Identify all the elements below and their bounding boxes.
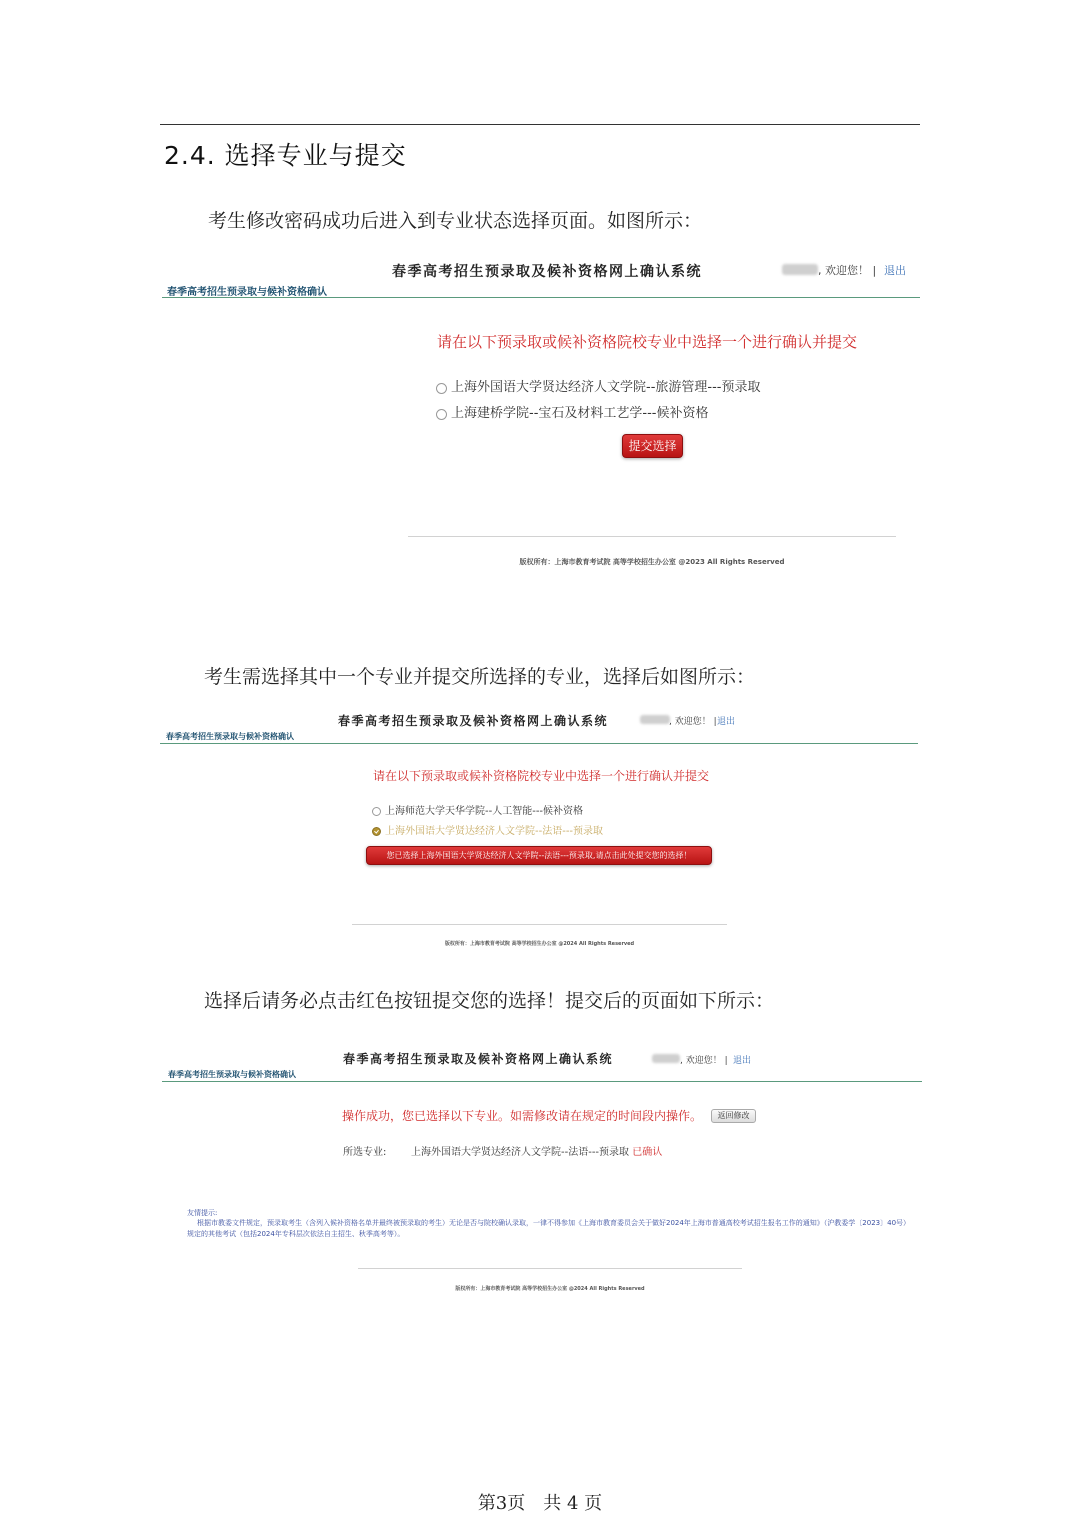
welcome-text: , 欢迎您！ |	[818, 264, 877, 277]
logout-link[interactable]: 退出	[884, 264, 906, 277]
header-rule	[160, 743, 918, 744]
option-label: 上海外国语大学贤达经济人文学院--旅游管理---预录取	[451, 380, 761, 395]
footer-rule	[358, 1268, 742, 1269]
major-option[interactable]	[372, 802, 583, 817]
blurred-username	[652, 1054, 680, 1063]
header-rule	[162, 297, 920, 298]
checked-radio-icon[interactable]	[372, 827, 381, 836]
selected-major-name: 上海外国语大学贤达经济人文学院--法语---预录取	[411, 1147, 630, 1158]
tips-title: 友情提示:	[187, 1209, 218, 1217]
paragraph-2: 考生需选择其中一个专业并提交所选择的专业，选择后如图所示：	[204, 666, 756, 688]
confirm-submit-button[interactable]: 您已选择上海外国语大学贤达经济人文学院--法语---预录取,请点击此处提交您的选择！	[366, 846, 712, 865]
instruction-text: 请在以下预录取或候补资格院校专业中选择一个进行确认并提交	[373, 769, 710, 783]
section-title: 2.4. 选择专业与提交	[164, 141, 407, 170]
major-option-selected[interactable]	[372, 822, 603, 837]
confirmed-status: 已确认	[632, 1147, 663, 1158]
system-subtitle: 春季高考招生预录取与候补资格确认	[167, 287, 327, 298]
radio-button[interactable]	[372, 807, 381, 816]
option-label: 上海外国语大学贤达经济人文学院--法语---预录取	[385, 826, 604, 837]
paragraph-1: 考生修改密码成功后进入到专业状态选择页面。如图所示：	[208, 210, 703, 232]
paragraph-3: 选择后请务必点击红色按钮提交您的选择！提交后的页面如下所示：	[204, 990, 775, 1012]
success-message: 操作成功，您已选择以下专业。如需修改请在规定的时间段内操作。	[342, 1109, 703, 1123]
logout-link[interactable]: 退出	[717, 717, 736, 727]
back-to-edit-button[interactable]: 返回修改	[711, 1109, 756, 1123]
tips-body: 根据市教委文件规定，预录取考生（含列入候补资格名单并最终被预录取的考生）无论是否与院校确认录取，一律不得参加《上海市教育委员会关于做好2024年上海市普通高校考试招生报名工作的通知》（沪教委学〔2023〕40号）规定的其他考试（包括2024年专科层次依法自主招生、秋季高考等）。	[187, 1219, 907, 1238]
header-rule	[162, 1081, 922, 1082]
major-option[interactable]	[436, 376, 760, 395]
system-title: 春季高考招生预录取及候补资格网上确认系统	[392, 264, 702, 280]
system-title: 春季高考招生预录取及候补资格网上确认系统	[343, 1052, 614, 1066]
major-option[interactable]	[436, 402, 708, 421]
footer-rule	[408, 536, 896, 537]
copyright-footer: 版权所有：上海市教育考试院 高等学校招生办公室 @2024 All Rights Reserved	[455, 1286, 645, 1292]
system-title: 春季高考招生预录取及候补资格网上确认系统	[338, 714, 609, 728]
selected-major-value	[411, 1143, 662, 1158]
system-subtitle: 春季高考招生预录取与候补资格确认	[166, 732, 294, 741]
option-label: 上海师范大学天华学院--人工智能---候补资格	[385, 806, 584, 817]
blurred-username	[782, 264, 818, 275]
selected-major-label: 所选专业:	[343, 1147, 387, 1158]
option-label: 上海建桥学院--宝石及材料工艺学---候补资格	[451, 406, 709, 421]
logout-link[interactable]: 退出	[733, 1056, 752, 1066]
copyright-footer: 版权所有：上海市教育考试院 高等学校招生办公室 @2023 All Rights Reserved	[519, 558, 785, 566]
copyright-footer: 版权所有：上海市教育考试院 高等学校招生办公室 @2024 All Rights Reserved	[444, 941, 635, 947]
system-subtitle: 春季高考招生预录取与候补资格确认	[168, 1070, 296, 1079]
submit-choice-button[interactable]: 提交选择	[622, 434, 683, 458]
blurred-username	[640, 715, 670, 724]
radio-button[interactable]	[436, 383, 447, 394]
radio-button[interactable]	[436, 409, 447, 420]
page-number: 第3页 共 4 页	[477, 1493, 603, 1514]
instruction-text: 请在以下预录取或候补资格院校专业中选择一个进行确认并提交	[437, 333, 858, 351]
footer-rule	[352, 924, 727, 925]
top-rule	[160, 124, 920, 125]
welcome-text: , 欢迎您！ |	[669, 717, 717, 727]
welcome-text: , 欢迎您！ |	[680, 1056, 728, 1066]
